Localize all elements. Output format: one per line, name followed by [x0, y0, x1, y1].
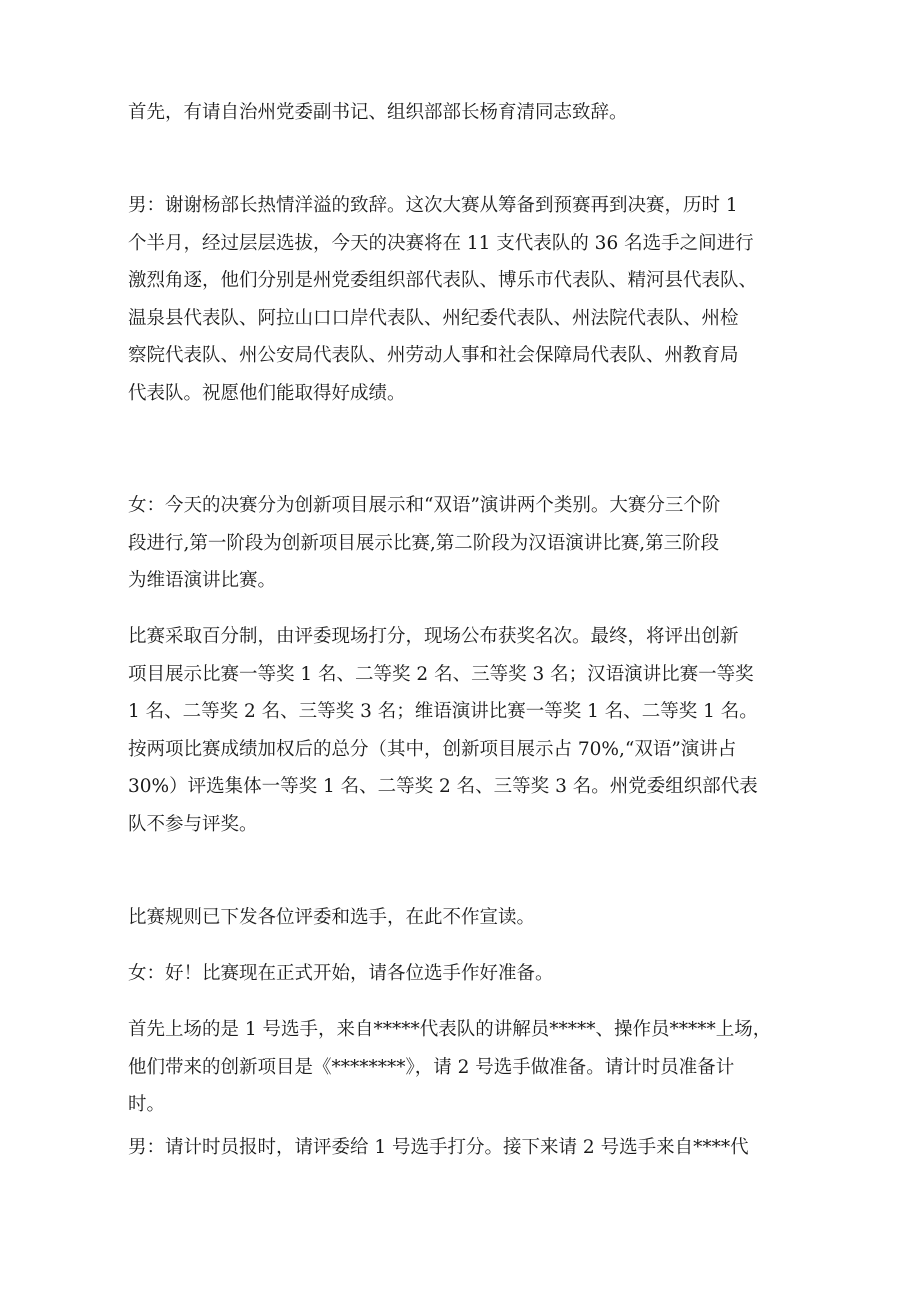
- paragraph-competition-start: [128, 955, 798, 993]
- paragraph-scoring-rules: [128, 618, 798, 843]
- text-line: 按两项比赛成绩加权后的总分（其中，创新项目展示占 70%,“双语”演讲占: [128, 738, 737, 760]
- paragraph-rules-distributed: [128, 899, 798, 937]
- text-line: 男：谢谢杨部长热情洋溢的致辞。这次大赛从筹备到预赛再到决赛，历时 1: [128, 195, 738, 216]
- text-line: 比赛规则已下发各位评委和选手，在此不作宣读。: [128, 907, 536, 928]
- text-line: 首先，有请自治州党委副书记、组织部部长杨育清同志致辞。: [128, 102, 628, 123]
- paragraph-male-host-scoring: [128, 1129, 798, 1167]
- text-line: 项目展示比赛一等奖 1 名、二等奖 2 名、三等奖 3 名；汉语演讲比赛一等奖: [128, 663, 754, 685]
- text-line: 为维语演讲比赛。: [128, 570, 277, 591]
- text-line: 首先上场的是 1 号选手，来自*****代表队的讲解员*****、操作员*****上场，: [128, 1019, 772, 1040]
- text-line: 队不参与评奖。: [128, 813, 258, 835]
- text-line: 男：请计时员报时，请评委给 1 号选手打分。接下来请 2 号选手来自****代: [128, 1137, 749, 1158]
- text-line: 女：好！比赛现在正式开始，请各位选手作好准备。: [128, 963, 554, 984]
- paragraph-male-host-intro: [128, 187, 798, 412]
- text-line: 时。: [128, 1094, 166, 1115]
- paragraph-opening: [128, 94, 798, 132]
- text-line: 察院代表队、州公安局代表队、州劳动人事和社会保障局代表队、州教育局: [128, 345, 739, 366]
- text-line: 1 名、二等奖 2 名、三等奖 3 名；维语演讲比赛一等奖 1 名、二等奖 1 名。: [128, 701, 758, 722]
- paragraph-female-host-categories: [128, 487, 798, 600]
- text-line: 激烈角逐，他们分别是州党委组织部代表队、博乐市代表队、精河县代表队、: [128, 270, 758, 291]
- text-line: 代表队。祝愿他们能取得好成绩。: [128, 382, 406, 404]
- text-line: 个半月，经过层层选拔，今天的决赛将在 11 支代表队的 36 名选手之间进行: [128, 232, 754, 254]
- paragraph-first-contestant: [128, 1011, 798, 1124]
- text-line: 女：今天的决赛分为创新项目展示和“双语”演讲两个类别。大赛分三个阶: [128, 495, 721, 516]
- text-line: 温泉县代表队、阿拉山口口岸代表队、州纪委代表队、州法院代表队、州检: [128, 307, 739, 329]
- text-line: 比赛采取百分制，由评委现场打分，现场公布获奖名次。最终，将评出创新: [128, 626, 739, 647]
- text-line: 30%）评选集体一等奖 1 名、二等奖 2 名、三等奖 3 名。州党委组织部代表: [128, 776, 758, 797]
- text-line: 他们带来的创新项目是《********》，请 2 号选手做准备。请计时员准备计: [128, 1056, 735, 1078]
- text-line: 段进行,第一阶段为创新项目展示比赛,第二阶段为汉语演讲比赛,第三阶段: [128, 532, 720, 554]
